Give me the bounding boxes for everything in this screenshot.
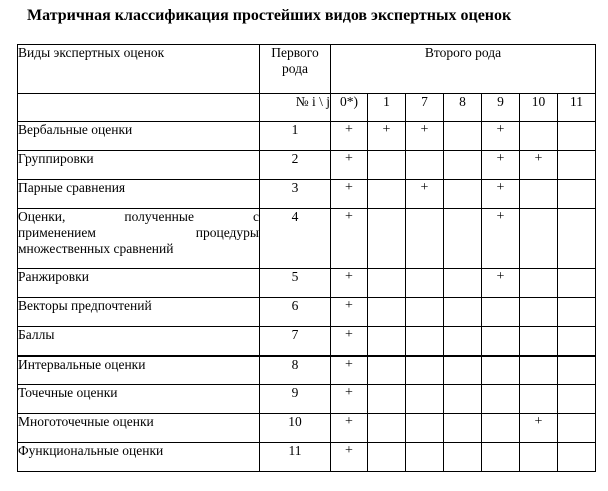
row-name: Точечные оценки <box>18 385 260 414</box>
mark-cell: + <box>331 356 368 385</box>
page-title: Матричная классификация простейших видов экспертных оценок <box>27 7 512 24</box>
mark-cell <box>444 356 482 385</box>
mark-cell <box>444 151 482 180</box>
mark-cell: + <box>331 122 368 151</box>
table-row <box>18 209 596 269</box>
table-row <box>18 327 596 356</box>
mark-cell: + <box>482 180 520 209</box>
row-name: Ранжировки <box>18 269 260 298</box>
mark-cell <box>558 209 596 269</box>
mark-cell <box>368 180 406 209</box>
mark-cell <box>520 269 558 298</box>
row-name: Векторы предпочтений <box>18 298 260 327</box>
row-name: Баллы <box>18 327 260 356</box>
row-name: Интервальные оценки <box>18 356 260 385</box>
mark-cell <box>406 443 444 472</box>
mark-cell <box>520 356 558 385</box>
mark-cell <box>558 443 596 472</box>
header-row <box>18 45 596 94</box>
mark-cell <box>558 151 596 180</box>
column-header: 9 <box>482 94 520 122</box>
mark-cell <box>368 298 406 327</box>
mark-cell <box>368 151 406 180</box>
mark-cell <box>368 443 406 472</box>
mark-cell <box>368 414 406 443</box>
mark-cell <box>406 298 444 327</box>
header-second-kind: Второго рода <box>331 45 596 94</box>
mark-cell <box>558 269 596 298</box>
mark-cell <box>368 385 406 414</box>
column-header: 8 <box>444 94 482 122</box>
column-index-row <box>18 94 596 122</box>
row-number: 10 <box>260 414 331 443</box>
row-name-line: множественных сравнений <box>18 241 174 257</box>
mark-cell <box>482 385 520 414</box>
mark-cell <box>444 209 482 269</box>
mark-cell <box>482 356 520 385</box>
mark-cell <box>558 180 596 209</box>
mark-cell <box>368 209 406 269</box>
mark-cell <box>520 180 558 209</box>
mark-cell: + <box>482 122 520 151</box>
mark-cell <box>558 356 596 385</box>
row-number: 11 <box>260 443 331 472</box>
table-row <box>18 122 596 151</box>
mark-cell <box>444 327 482 356</box>
mark-cell <box>406 269 444 298</box>
mark-cell: + <box>331 180 368 209</box>
row-name <box>18 209 260 269</box>
header-first-kind: Первого рода <box>260 45 331 94</box>
row-number: 3 <box>260 180 331 209</box>
mark-cell <box>482 327 520 356</box>
mark-cell <box>558 298 596 327</box>
mark-cell <box>520 443 558 472</box>
mark-cell <box>368 356 406 385</box>
row-name: Вербальные оценки <box>18 122 260 151</box>
row-name-line: Оценки, полученные с <box>18 209 259 224</box>
column-header: 10 <box>520 94 558 122</box>
mark-cell <box>444 385 482 414</box>
mark-cell: + <box>406 180 444 209</box>
mark-cell: + <box>331 327 368 356</box>
mark-cell <box>406 151 444 180</box>
table-row <box>18 180 596 209</box>
row-number: 9 <box>260 385 331 414</box>
row-name: Функциональные оценки <box>18 443 260 472</box>
table-row <box>18 356 596 385</box>
row-number: 7 <box>260 327 331 356</box>
mark-cell <box>558 122 596 151</box>
mark-cell <box>368 327 406 356</box>
mark-cell: + <box>331 209 368 269</box>
mark-cell: + <box>331 414 368 443</box>
table-row <box>18 151 596 180</box>
mark-cell: + <box>331 443 368 472</box>
mark-cell: + <box>331 298 368 327</box>
mark-cell: + <box>482 209 520 269</box>
row-number: 5 <box>260 269 331 298</box>
mark-cell <box>444 414 482 443</box>
header-blank-cell <box>18 94 260 122</box>
row-name: Парные сравнения <box>18 180 260 209</box>
mark-cell <box>520 327 558 356</box>
mark-cell <box>558 385 596 414</box>
mark-cell <box>558 414 596 443</box>
mark-cell <box>444 122 482 151</box>
mark-cell <box>520 122 558 151</box>
mark-cell <box>444 298 482 327</box>
row-number: 4 <box>260 209 331 269</box>
row-number: 2 <box>260 151 331 180</box>
column-header: 0*) <box>331 94 368 122</box>
table-row <box>18 414 596 443</box>
index-label: № i \ j <box>260 94 331 122</box>
mark-cell <box>444 180 482 209</box>
mark-cell <box>482 443 520 472</box>
mark-cell <box>406 209 444 269</box>
mark-cell <box>520 209 558 269</box>
header-kinds: Виды экспертных оценок <box>18 45 260 94</box>
table-row <box>18 298 596 327</box>
mark-cell: + <box>406 122 444 151</box>
mark-cell: + <box>520 414 558 443</box>
mark-cell <box>520 385 558 414</box>
mark-cell <box>368 269 406 298</box>
mark-cell <box>520 298 558 327</box>
row-name: Группировки <box>18 151 260 180</box>
mark-cell <box>444 443 482 472</box>
mark-cell <box>406 327 444 356</box>
table-row <box>18 385 596 414</box>
column-header: 7 <box>406 94 444 122</box>
mark-cell: + <box>331 385 368 414</box>
mark-cell: + <box>331 151 368 180</box>
row-number: 6 <box>260 298 331 327</box>
mark-cell: + <box>368 122 406 151</box>
mark-cell: + <box>482 151 520 180</box>
mark-cell <box>406 385 444 414</box>
mark-cell <box>406 414 444 443</box>
row-number: 8 <box>260 356 331 385</box>
table-row <box>18 443 596 472</box>
mark-cell: + <box>331 269 368 298</box>
mark-cell <box>482 298 520 327</box>
mark-cell <box>444 269 482 298</box>
column-header: 11 <box>558 94 596 122</box>
table-row <box>18 269 596 298</box>
row-name: Многоточечные оценки <box>18 414 260 443</box>
column-header: 1 <box>368 94 406 122</box>
classification-matrix <box>17 44 596 472</box>
mark-cell <box>406 356 444 385</box>
mark-cell: + <box>520 151 558 180</box>
row-name-line: применением процедуры <box>18 225 259 241</box>
mark-cell: + <box>482 269 520 298</box>
row-number: 1 <box>260 122 331 151</box>
mark-cell <box>482 414 520 443</box>
mark-cell <box>558 327 596 356</box>
